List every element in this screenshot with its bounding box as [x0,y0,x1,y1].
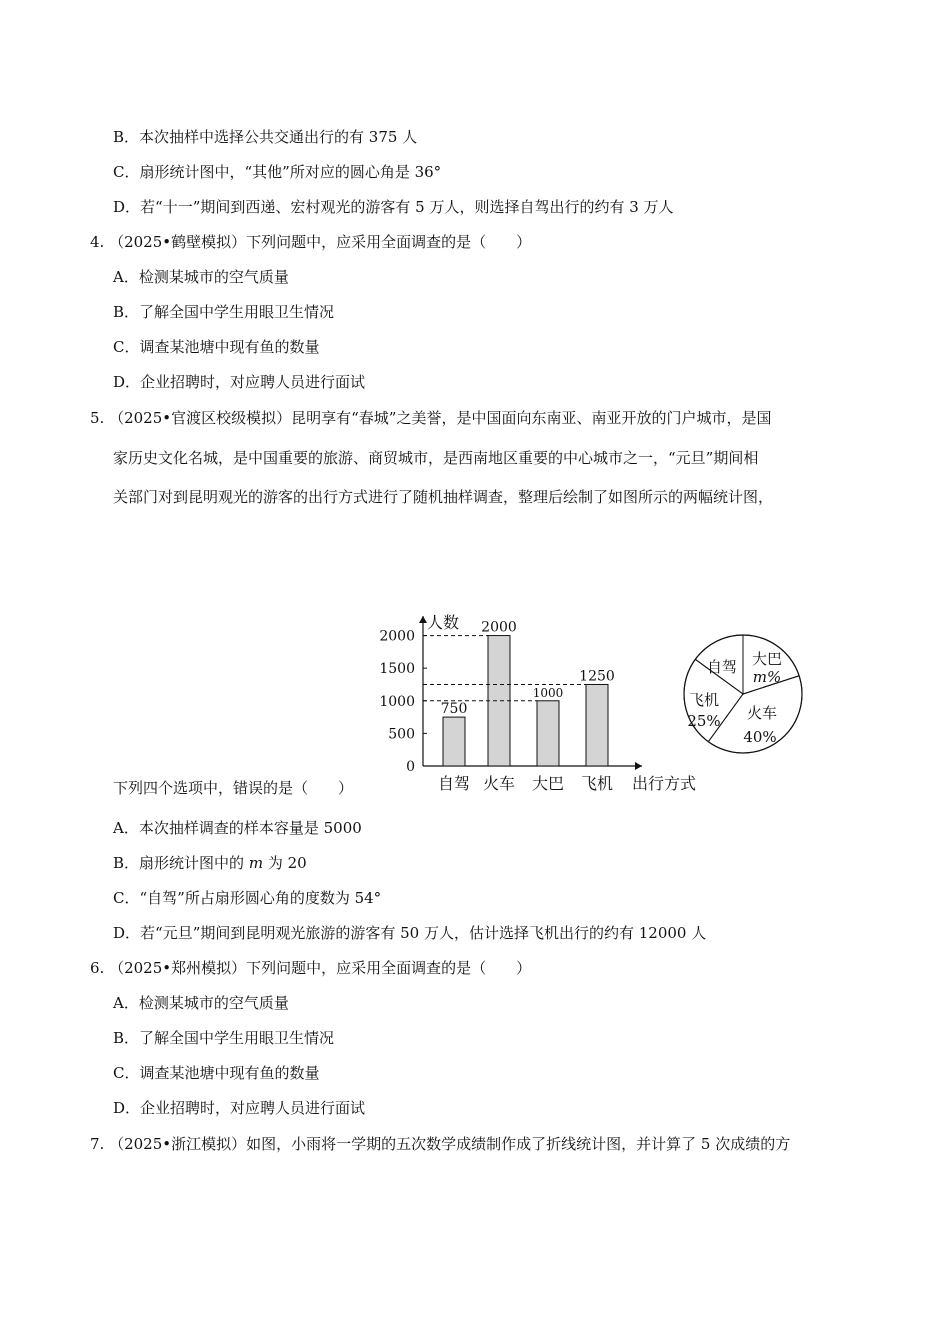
bar-自驾 [443,717,465,766]
y-axis-arrow [419,616,427,623]
q5-number: 5. [90,409,105,427]
q7-stem: 7. （2025•浙江模拟）如图，小雨将一学期的五次数学成绩制作成了折线统计图，并计算了 5 次成绩的方 [90,1135,791,1153]
y-tick-label: 500 [388,726,415,743]
q3-option-c: C．扇形统计图中，“其他”所对应的圆心角是 36° [113,163,442,181]
q6-option-d: D．企业招聘时，对应聘人员进行面试 [113,1099,366,1117]
q5-charts-svg [370,606,810,798]
y-tick-label: 2000 [379,628,415,645]
bar-value-label: 1000 [532,685,564,700]
y-tick-label: 0 [406,759,415,775]
bar-火车 [488,636,510,766]
q4-option-c: C．调查某池塘中现有鱼的数量 [113,338,320,356]
pie-percent-label: m% [752,668,782,686]
q6-number: 6. [90,959,105,977]
x-category-label: 飞机 [580,774,614,793]
bar-value-label: 2000 [481,619,517,636]
q4-number: 4. [90,233,105,251]
q5-stem-line-2: 家历史文化名城，是中国重要的旅游、商贸城市，是西南地区重要的中心城市之一，“元旦”期间相 [113,449,759,467]
pie-percent-label: 25% [687,712,721,730]
pie-category-label: 自驾 [706,658,738,676]
q6-stem: 6. （2025•郑州模拟）下列问题中，应采用全面调查的是（ ） [90,959,532,977]
y-axis-label: 人数 [427,613,460,632]
q5-option-c: C．“自驾”所占扇形圆心角的度数为 54° [113,889,382,907]
y-tick-label: 1500 [379,661,415,678]
q5-figure [370,606,810,798]
q5-stem-line-3: 关部门对到昆明观光的游客的出行方式进行了随机抽样调查，整理后绘制了如图所示的两幅统计图， [113,488,774,506]
q4-stem: 4. （2025•鹤壁模拟）下列问题中，应采用全面调查的是（ ） [90,233,532,251]
bar-飞机 [586,684,608,766]
q6-option-a: A．检测某城市的空气质量 [113,994,289,1012]
variable-m: m [248,854,264,872]
bar-value-label: 1250 [579,668,615,685]
x-category-label: 大巴 [531,774,565,793]
y-tick-label: 1000 [379,693,415,710]
q6-option-b: B．了解全国中学生用眼卫生情况 [113,1029,335,1047]
q5-prompt: 下列四个选项中，错误的是（ ） [113,779,354,797]
q4-option-a: A．检测某城市的空气质量 [113,268,289,286]
q3-option-d: D．若“十一”期间到西递、宏村观光的游客有 5 万人，则选择自驾出行的约有 3 万人 [113,198,674,216]
x-axis-label: 出行方式 [632,774,697,793]
q4-option-d: D．企业招聘时，对应聘人员进行面试 [113,373,366,391]
q5-stem-line-1: 5. （2025•官渡区校级模拟）昆明享有“春城”之美誉，是中国面向东南亚、南亚开放的门户城市，是国 [90,409,772,427]
x-category-label: 自驾 [437,774,471,793]
x-category-label: 火车 [482,774,516,793]
bar-value-label: 750 [440,701,468,718]
bar-大巴 [537,701,559,766]
q7-number: 7. [90,1135,105,1153]
q5-option-b: B．扇形统计图中的 m 为 20 [113,854,307,872]
pie-category-label: 火车 [746,704,778,722]
q5-option-a: A．本次抽样调查的样本容量是 5000 [113,819,362,837]
pie-category-label: 飞机 [688,691,720,709]
q5-option-d: D．若“元旦”期间到昆明观光旅游的游客有 50 万人，估计选择飞机出行的约有 12000 人 [113,924,707,942]
q6-option-c: C．调查某池塘中现有鱼的数量 [113,1064,320,1082]
x-axis-arrow [635,762,642,770]
q4-option-b: B．了解全国中学生用眼卫生情况 [113,303,335,321]
q3-option-b: B．本次抽样中选择公共交通出行的有 375 人 [113,128,418,146]
pie-percent-label: 40% [743,728,777,746]
pie-category-label: 大巴 [751,650,783,668]
